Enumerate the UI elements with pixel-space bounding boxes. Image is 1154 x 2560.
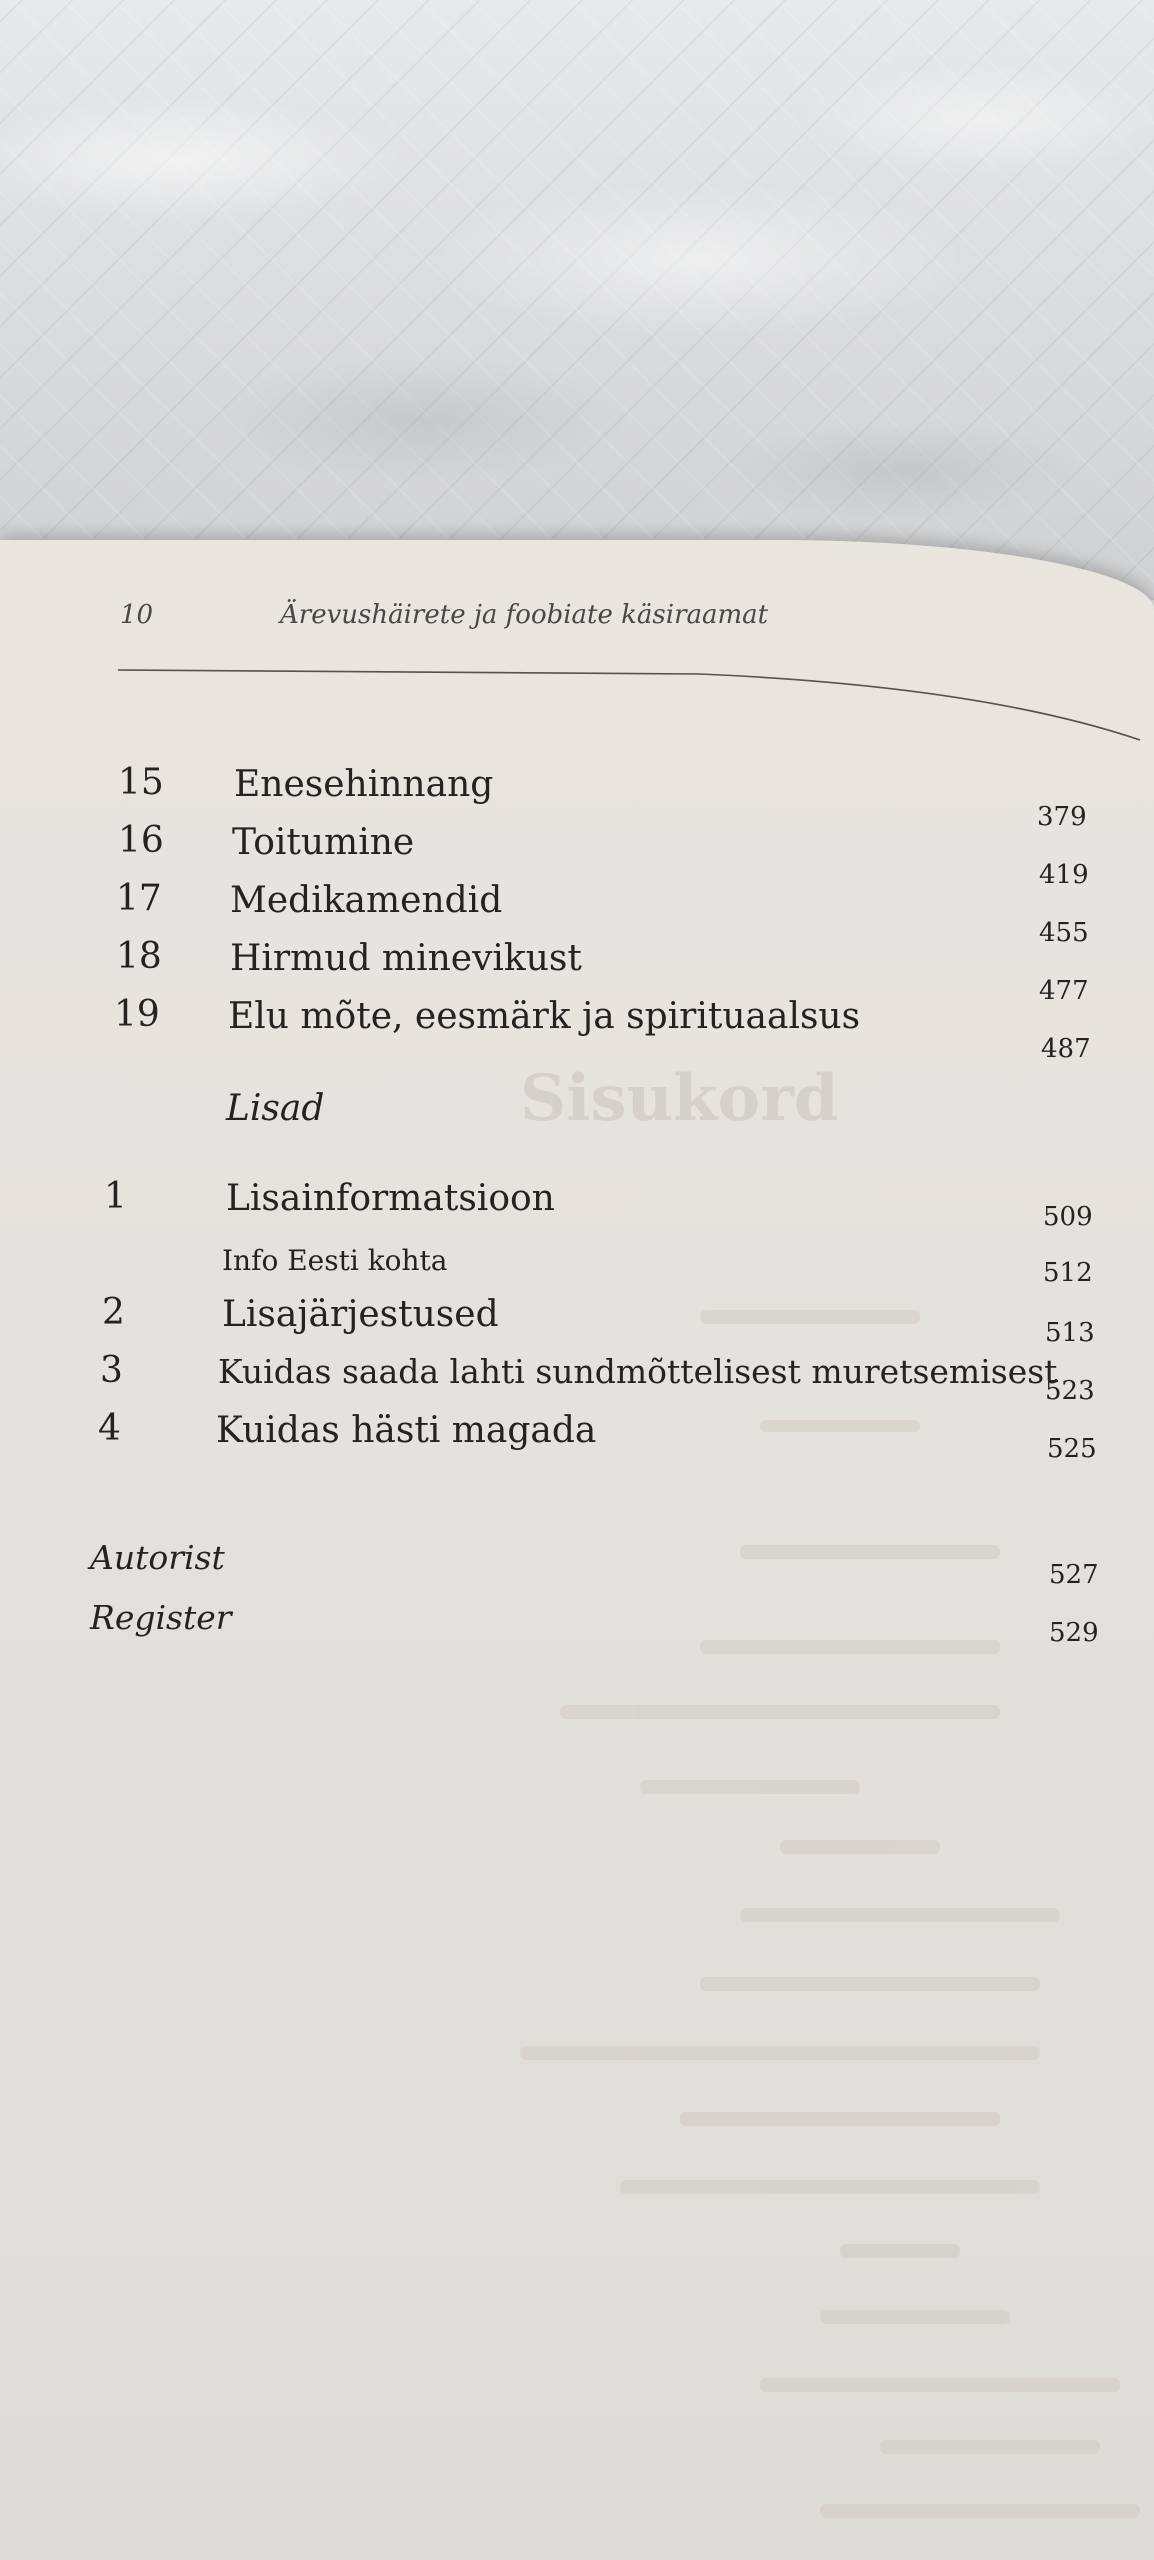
chapter-page: 487 <box>1041 1034 1091 1064</box>
chapter-page: 419 <box>1039 860 1089 890</box>
back-matter-title: Autorist <box>90 1538 225 1577</box>
running-title: Ärevushäirete ja foobiate käsiraamat <box>280 600 769 630</box>
appendix-number: 1 <box>104 1176 127 1217</box>
background-fabric <box>0 0 1154 600</box>
chapter-title: Elu mõte, eesmärk ja spirituaalsus <box>228 996 861 1037</box>
chapter-title: Medikamendid <box>230 880 503 921</box>
appendix-page: 512 <box>1043 1258 1093 1288</box>
show-through-heading: Sisukord <box>520 1061 839 1136</box>
appendix-page: 513 <box>1045 1318 1095 1348</box>
book-page <box>0 540 1154 2560</box>
appendix-title: Kuidas saada lahti sundmõttelisest muretsemisest <box>218 1352 1058 1391</box>
chapter-number: 18 <box>116 936 162 977</box>
back-matter-title: Register <box>90 1598 232 1637</box>
chapter-title: Toitumine <box>232 822 415 863</box>
appendix-subtitle: Info Eesti kohta <box>222 1244 448 1277</box>
appendix-title: Lisainformatsioon <box>226 1178 555 1219</box>
appendix-number: 2 <box>102 1292 125 1333</box>
chapter-page: 379 <box>1037 802 1087 832</box>
back-matter-page: 527 <box>1049 1560 1099 1590</box>
chapter-title: Enesehinnang <box>234 764 494 805</box>
chapter-number: 16 <box>118 820 164 861</box>
appendix-page: 509 <box>1043 1202 1093 1232</box>
chapter-number: 17 <box>116 878 162 919</box>
appendix-number: 3 <box>100 1350 123 1391</box>
page-number: 10 <box>120 600 154 630</box>
running-header <box>120 600 1120 660</box>
chapter-number: 19 <box>114 994 160 1035</box>
chapter-page: 477 <box>1039 976 1089 1006</box>
appendix-number: 4 <box>98 1408 121 1449</box>
appendix-title: Lisajärjestused <box>222 1294 499 1335</box>
chapter-title: Hirmud minevikust <box>230 938 582 979</box>
chapter-page: 455 <box>1039 918 1089 948</box>
back-matter-page: 529 <box>1049 1618 1099 1648</box>
appendix-heading: Lisad <box>226 1088 325 1129</box>
appendix-title: Kuidas hästi magada <box>216 1410 597 1451</box>
chapter-number: 15 <box>118 762 164 803</box>
appendix-page: 525 <box>1047 1434 1097 1464</box>
appendix-page: 523 <box>1045 1376 1095 1406</box>
